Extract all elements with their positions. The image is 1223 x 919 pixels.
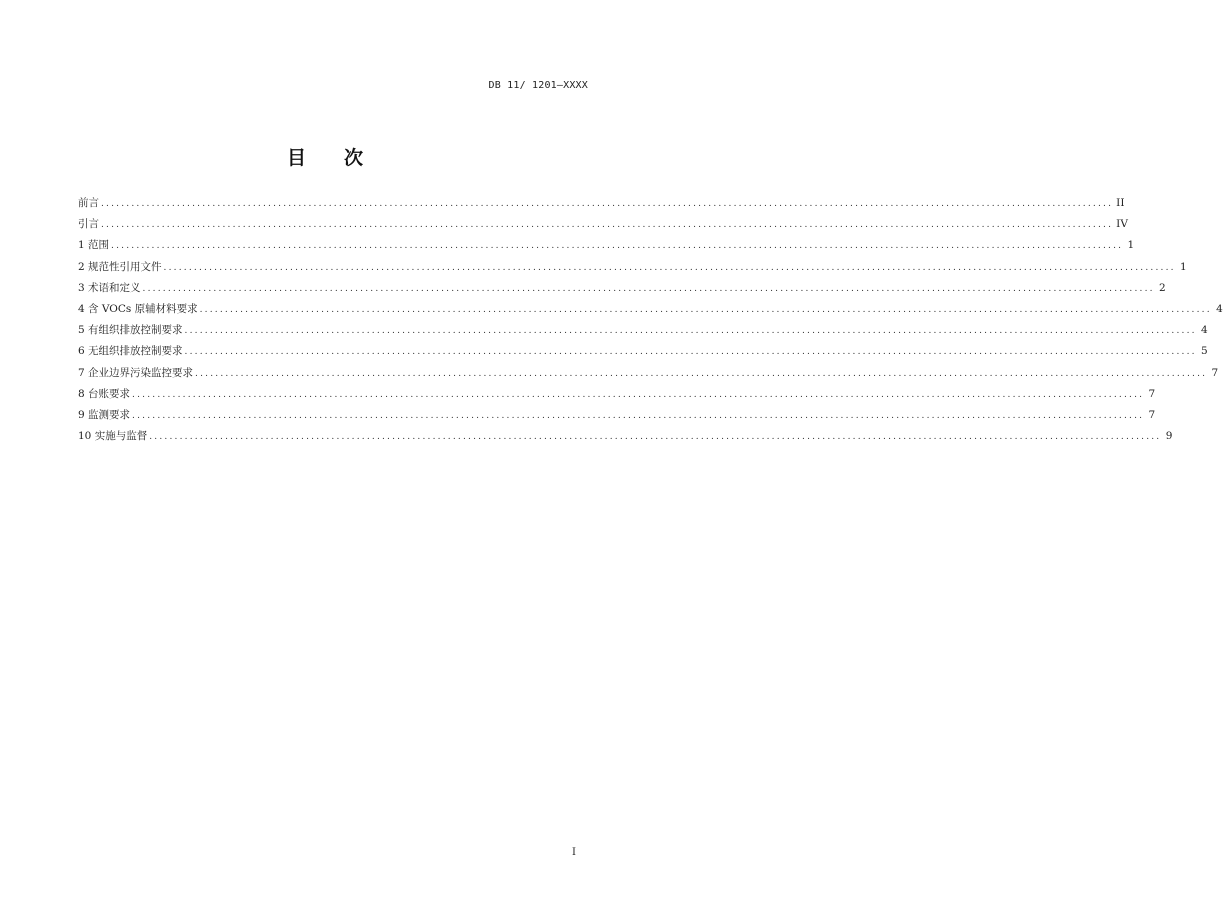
toc-entry-page: 7 bbox=[1148, 387, 1156, 400]
page-number: I bbox=[572, 847, 576, 858]
dot-leader: ........................................................................................................................................................................................................ bbox=[149, 432, 1162, 443]
dot-leader: ........................................................................................................................................................................................................ bbox=[184, 326, 1197, 337]
toc-entry-label: 1 范围 bbox=[78, 239, 110, 252]
toc-entry-fugitive-emission[interactable] bbox=[78, 344, 1208, 365]
toc-heading-part1: 目 bbox=[286, 147, 306, 169]
toc-entry-label: 7 企业边界污染监控要求 bbox=[78, 366, 194, 379]
toc-entry-terms-definitions[interactable] bbox=[78, 281, 1166, 302]
toc-entry-page: 5 bbox=[1201, 345, 1208, 358]
toc-entry-voc-materials[interactable] bbox=[78, 302, 1223, 323]
toc-entry-monitoring[interactable] bbox=[78, 408, 1156, 429]
dot-leader: ........................................................................................................................................................................................................ bbox=[195, 368, 1208, 379]
toc-entry-label: 8 台账要求 bbox=[78, 387, 131, 400]
document-code: DB 11/ 1201—XXXX bbox=[488, 80, 588, 91]
toc-list bbox=[78, 196, 1223, 450]
toc-entry-page: 4 bbox=[1216, 302, 1223, 315]
toc-entry-organized-emission[interactable] bbox=[78, 323, 1208, 344]
toc-entry-page: 1 bbox=[1180, 260, 1187, 273]
toc-entry-label: 2 规范性引用文件 bbox=[78, 260, 162, 273]
toc-entry-page: 1 bbox=[1127, 239, 1135, 252]
dot-leader: ........................................................................................................................................................................................................ bbox=[142, 283, 1155, 294]
toc-entry-page: 2 bbox=[1159, 281, 1166, 294]
toc-entry-label: 4 含 VOCs 原辅材料要求 bbox=[78, 302, 198, 315]
toc-entry-normative-references[interactable] bbox=[78, 260, 1187, 281]
toc-entry-label: 3 术语和定义 bbox=[78, 281, 141, 294]
toc-entry-page: 7 bbox=[1211, 366, 1219, 379]
toc-entry-page: IV bbox=[1116, 218, 1128, 231]
toc-entry-implementation[interactable] bbox=[78, 429, 1173, 450]
toc-entry-page: 7 bbox=[1148, 408, 1156, 421]
dot-leader: ........................................................................................................................................................................................................ bbox=[163, 262, 1176, 273]
toc-entry-label: 引言 bbox=[78, 218, 99, 231]
toc-entry-page: 4 bbox=[1201, 324, 1208, 337]
toc-entry-ledger[interactable] bbox=[78, 387, 1156, 408]
toc-entry-label: 前言 bbox=[78, 197, 99, 209]
dot-leader: ........................................................................................................................................................................................................ bbox=[101, 220, 1114, 231]
toc-entry-label: 10 实施与监督 bbox=[78, 430, 148, 443]
toc-entry-label: 9 监测要求 bbox=[78, 408, 131, 421]
toc-heading-part2: 次 bbox=[344, 147, 364, 169]
dot-leader: ........................................................................................................................................................................................................ bbox=[184, 347, 1197, 358]
dot-leader: ........................................................................................................................................................................................................ bbox=[111, 241, 1124, 252]
toc-entry-foreword[interactable] bbox=[78, 196, 1125, 217]
toc-entry-boundary-monitoring[interactable] bbox=[78, 366, 1219, 387]
dot-leader: ........................................................................................................................................................................................................ bbox=[101, 199, 1114, 209]
toc-entry-page: II bbox=[1116, 197, 1125, 209]
dot-leader: ........................................................................................................................................................................................................ bbox=[132, 410, 1145, 421]
toc-entry-introduction[interactable] bbox=[78, 217, 1128, 238]
dot-leader: ........................................................................................................................................................................................................ bbox=[199, 304, 1212, 315]
toc-entry-label: 6 无组织排放控制要求 bbox=[78, 345, 183, 358]
toc-entry-page: 9 bbox=[1165, 430, 1173, 443]
dot-leader: ........................................................................................................................................................................................................ bbox=[132, 389, 1145, 400]
toc-entry-label: 5 有组织排放控制要求 bbox=[78, 324, 183, 337]
toc-entry-scope[interactable] bbox=[78, 238, 1135, 259]
toc-heading bbox=[0, 143, 650, 170]
